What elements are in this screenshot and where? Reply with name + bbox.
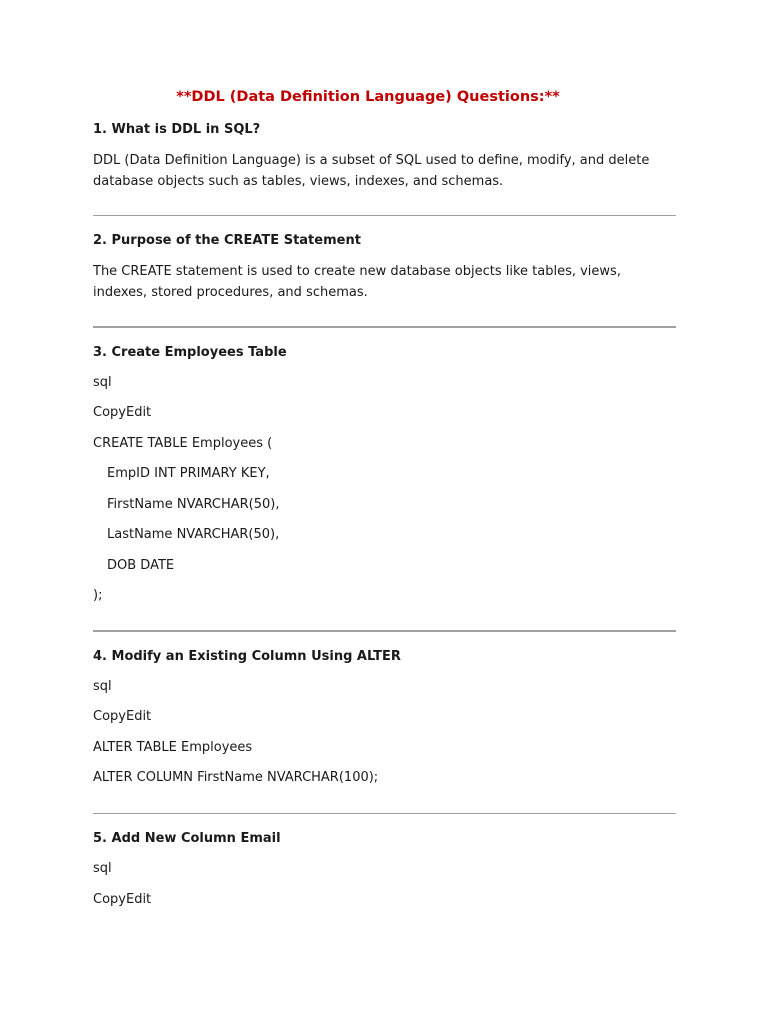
question-1-answer: DDL (Data Definition Language) is a subset of SQL used to define, modify, and delete database objects such as tables, views, indexes, and schemas. [93,153,650,189]
code-language-label: sql [93,861,112,876]
section-divider [93,813,676,814]
question-4-heading: 4. Modify an Existing Column Using ALTER [93,649,401,664]
section-divider [93,215,676,216]
code-language-label: sql [93,375,112,390]
code-language-label: sql [93,679,112,694]
question-2-heading: 2. Purpose of the CREATE Statement [93,233,361,248]
copy-edit-label: CopyEdit [93,892,152,907]
copy-edit-label: CopyEdit [93,709,152,724]
question-5-heading: 5. Add New Column Email [93,831,281,846]
section-divider [93,630,676,632]
code-line: DOB DATE [107,558,175,573]
document-title: **DDL (Data Definition Language) Questions:** [176,89,560,105]
copy-edit-label: CopyEdit [93,405,152,420]
code-line: LastName NVARCHAR(50), [107,527,280,542]
code-line: ALTER TABLE Employees [93,740,253,755]
question-3-heading: 3. Create Employees Table [93,345,287,360]
document-page [93,0,676,1024]
question-2-answer: The CREATE statement is used to create new database objects like tables, views, indexes, stored procedures, and schemas. [93,264,621,300]
code-line: ); [93,588,103,603]
code-line: FirstName NVARCHAR(50), [107,497,280,512]
code-line: EmpID INT PRIMARY KEY, [107,466,270,481]
code-line: CREATE TABLE Employees ( [93,436,273,451]
code-line: ALTER COLUMN FirstName NVARCHAR(100); [93,770,379,785]
question-1-heading: 1. What is DDL in SQL? [93,122,261,137]
section-divider [93,326,676,328]
